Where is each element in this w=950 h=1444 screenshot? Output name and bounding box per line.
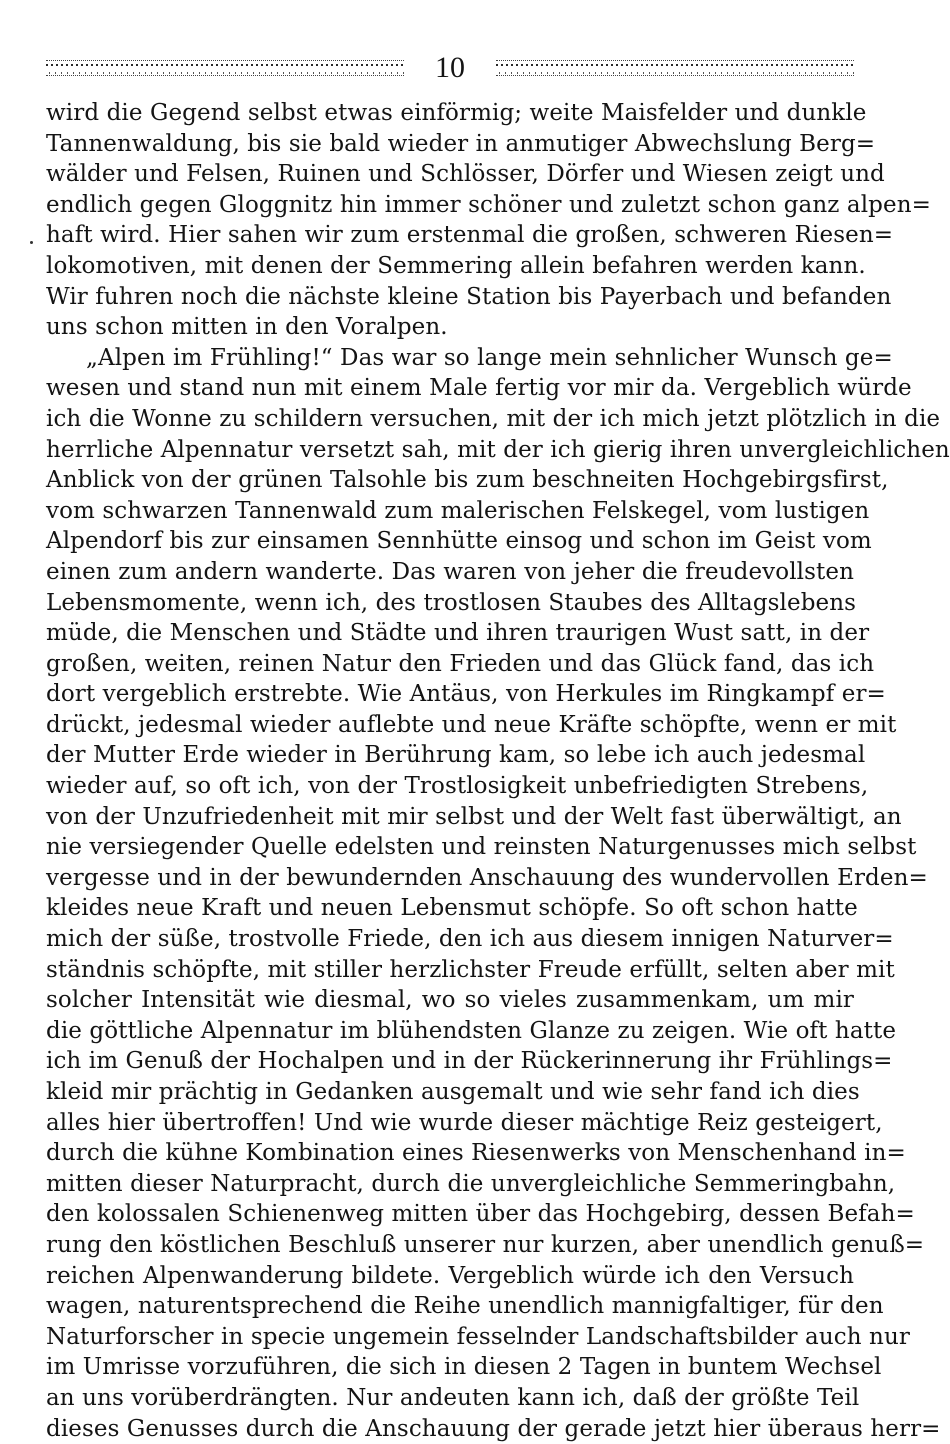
text-line: mitten dieser Naturpracht, durch die unvergleichliche Semmeringbahn, bbox=[46, 1170, 896, 1197]
text-line: haft wird. Hier sahen wir zum erstenmal die großen, schweren Riesen= bbox=[46, 222, 894, 249]
text-line: rung den köstlichen Beschluß unserer nur kurzen, aber unendlich genuß= bbox=[46, 1231, 925, 1258]
text-line: ständnis schöpfte, mit stiller herzlichster Freude erfüllt, selten aber mit bbox=[46, 956, 895, 983]
text-line: reichen Alpenwanderung bildete. Vergeblich würde ich den Versuch bbox=[46, 1262, 854, 1289]
text-line: solcher Intensität wie diesmal, wo so vieles zusammenkam, um mir bbox=[46, 987, 854, 1014]
text-line: ich im Genuß der Hochalpen und in der Rückerinnerung ihr Frühlings= bbox=[46, 1048, 893, 1075]
text-line: an uns vorüberdrängten. Nur andeuten kann ich, daß der größte Teil bbox=[46, 1384, 860, 1411]
text-line: ich die Wonne zu schildern versuchen, mit der ich mich jetzt plötzlich in die bbox=[46, 405, 941, 432]
text-line: im Umrisse vorzuführen, die sich in diesen 2 Tagen in buntem Wechsel bbox=[46, 1354, 882, 1381]
text-line: großen, weiten, reinen Natur den Frieden und das Glück fand, das ich bbox=[46, 650, 875, 677]
text-line: wesen und stand nun mit einem Male fertig vor mir da. Vergeblich würde bbox=[46, 375, 912, 402]
text-line: einen zum andern wanderte. Das waren von jeher die freudevollsten bbox=[46, 558, 854, 585]
text-line: den kolossalen Schienenweg mitten über das Hochgebirg, dessen Befah= bbox=[46, 1201, 915, 1228]
text-line: durch die kühne Kombination eines Riesenwerks von Menschenhand in= bbox=[46, 1140, 906, 1167]
header-ornament-right bbox=[496, 60, 854, 76]
text-line: vom schwarzen Tannenwald zum malerischen Felskegel, vom lustigen bbox=[46, 497, 870, 524]
text-line: die göttliche Alpennatur im blühendsten Glanze zu zeigen. Wie oft hatte bbox=[46, 1017, 897, 1044]
text-line: Wir fuhren noch die nächste kleine Station bis Payerbach und befanden bbox=[46, 283, 892, 310]
text-line: Alpendorf bis zur einsamen Sennhütte einsog und schon im Geist vom bbox=[46, 528, 872, 555]
text-line: wird die Gegend selbst etwas einförmig; weite Maisfelder und dunkle bbox=[46, 100, 867, 126]
text-line: alles hier übertroffen! Und wie wurde dieser mächtige Reiz gesteigert, bbox=[46, 1109, 883, 1136]
text-line: dort vergeblich erstrebte. Wie Antäus, von Herkules im Ringkampf er= bbox=[46, 681, 886, 708]
text-line: Lebensmomente, wenn ich, des trostlosen Staubes des Alltagslebens bbox=[46, 589, 857, 616]
text-line: nie versiegender Quelle edelsten und reinsten Naturgenusses mich selbst bbox=[46, 834, 917, 861]
text-line: lokomotiven, mit denen der Semmering allein befahren werden kann. bbox=[46, 252, 866, 279]
text-line: endlich gegen Gloggnitz hin immer schöner und zuletzt schon ganz alpen= bbox=[46, 191, 931, 218]
margin-dot bbox=[30, 241, 33, 244]
page-number: 10 bbox=[435, 51, 465, 84]
text-line: drückt, jedesmal wieder auflebte und neue Kräfte schöpfte, wenn er mit bbox=[46, 711, 897, 738]
text-line: müde, die Menschen und Städte und ihren traurigen Wust satt, in der bbox=[46, 620, 870, 647]
text-line: von der Unzufriedenheit mit mir selbst und der Welt fast überwältigt, an bbox=[46, 803, 902, 830]
text-line: Tannenwaldung, bis sie bald wieder in anmutiger Abwechslung Berg= bbox=[46, 130, 876, 157]
body-text bbox=[46, 98, 950, 1444]
text-line: wieder auf, so oft ich, von der Trostlosigkeit unbefriedigten Strebens, bbox=[46, 773, 869, 800]
page-header bbox=[46, 48, 854, 88]
text-line: dieses Genusses durch die Anschauung der gerade jetzt hier überaus herr= bbox=[46, 1415, 941, 1442]
text-line: herrliche Alpennatur versetzt sah, mit der ich gierig ihren unvergleichlichen bbox=[46, 436, 950, 463]
text-line: „Alpen im Frühling!“ Das war so lange mein sehnlicher Wunsch ge= bbox=[86, 344, 893, 371]
text-line: kleides neue Kraft und neuen Lebensmut schöpfe. So oft schon hatte bbox=[46, 895, 858, 922]
text-line: Anblick von der grünen Talsohle bis zum beschneiten Hochgebirgsfirst, bbox=[46, 467, 889, 494]
header-ornament-left bbox=[46, 60, 404, 76]
text-line: kleid mir prächtig in Gedanken ausgemalt und wie sehr fand ich dies bbox=[46, 1079, 860, 1105]
text-line: vergesse und in der bewundernden Anschauung des wundervollen Erden= bbox=[46, 864, 928, 891]
text-line: Naturforscher in specie ungemein fesselnder Landschaftsbilder auch nur bbox=[46, 1323, 910, 1350]
text-line: wagen, naturentsprechend die Reihe unendlich mannigfaltiger, für den bbox=[46, 1293, 884, 1320]
text-line: uns schon mitten in den Voralpen. bbox=[46, 314, 448, 341]
text-line: mich der süße, trostvolle Friede, den ich aus diesem innigen Naturver= bbox=[46, 926, 894, 953]
text-line: der Mutter Erde wieder in Berührung kam, so lebe ich auch jedesmal bbox=[46, 742, 866, 769]
text-line: wälder und Felsen, Ruinen und Schlösser, Dörfer und Wiesen zeigt und bbox=[46, 161, 885, 188]
